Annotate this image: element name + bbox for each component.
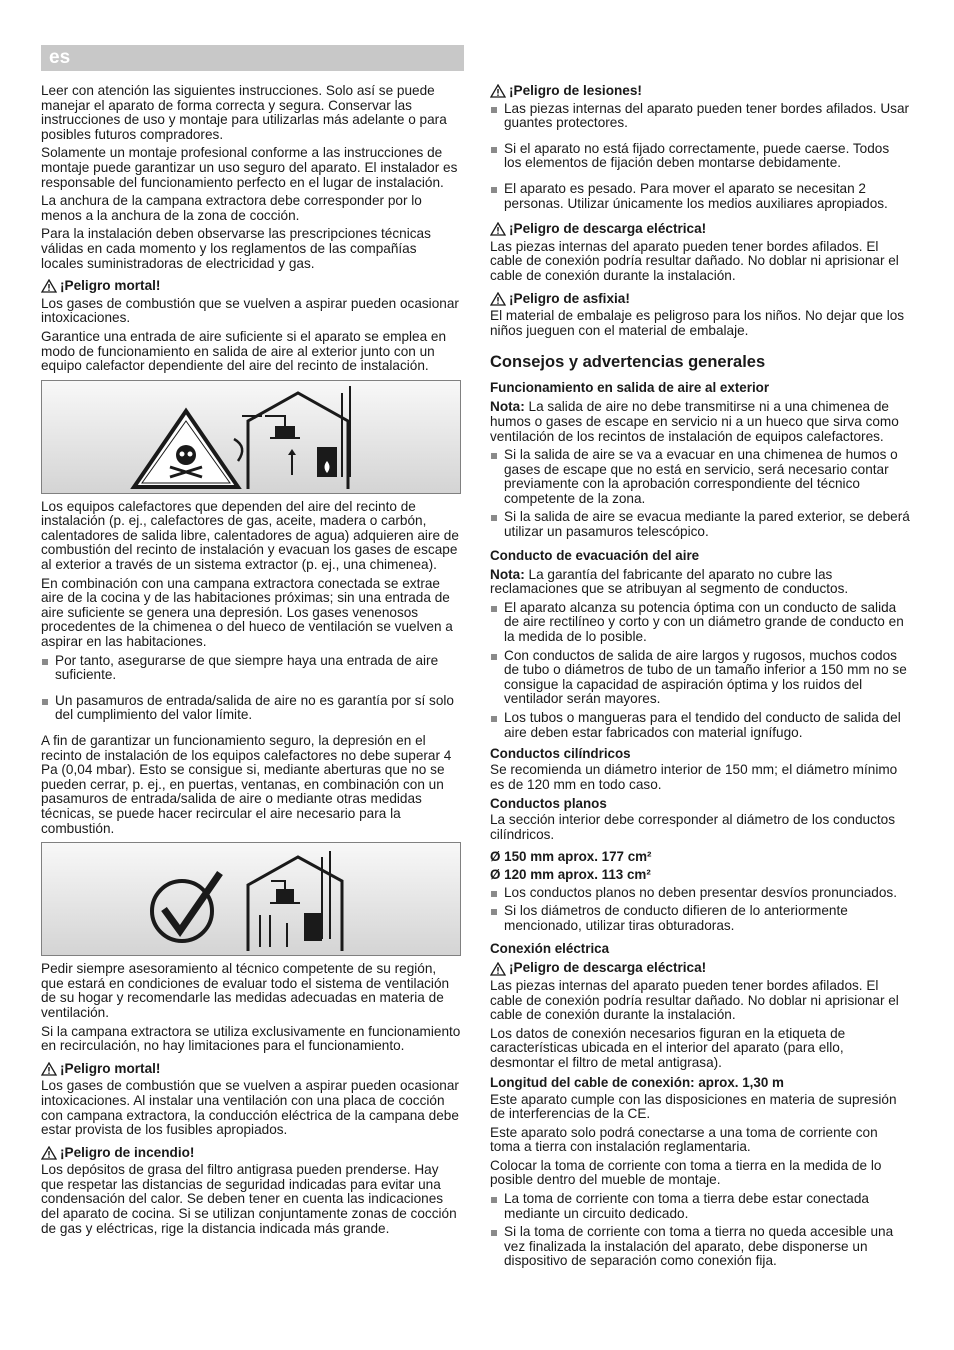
list-item: Los conductos planos no deben presentar desvíos pronunciados. xyxy=(490,886,910,901)
skull-warning-diagram-icon xyxy=(42,381,460,493)
warning-heading xyxy=(41,1062,461,1077)
left-column xyxy=(41,84,461,1240)
warning-title: ¡Peligro de asfixia! xyxy=(509,290,630,306)
warning-title: ¡Peligro de lesiones! xyxy=(509,83,642,98)
warning-triangle-icon xyxy=(41,279,57,293)
warning-text: Garantice una entrada de aire suficiente si el aparato se emplea en modo de funcionamiento en salida de aire al exterior junto con un equipo calefactor dependiente del aire del recinto de instalación. xyxy=(41,328,447,374)
bullet-square-icon xyxy=(491,716,497,722)
body-paragraph: Si la campana extractora se utiliza exclusivamente en funcionamiento en recirculación, no hay limitaciones para el funcionamiento. xyxy=(41,1023,461,1054)
bullet-list xyxy=(490,601,910,740)
warning-heading xyxy=(490,961,910,976)
warning-title: ¡Peligro de descarga eléctrica! xyxy=(509,221,707,237)
warning-heading xyxy=(41,1146,461,1161)
body-paragraph: Este aparato cumple con las disposiciones en materia de supresión de interferencias de la CE. xyxy=(490,1091,897,1122)
body-paragraph: En combinación con una campana extractora conectada se extrae aire de la cocina y de las habitaciones próximas; sin una entrada de aire suficiente se genera una depresión. Los gases venenosos procedentes de la chimenea o del hueco de ventilación se vuelven a aspirar en las habitaciones. xyxy=(41,575,453,650)
list-item: El aparato es pesado. Para mover el aparato se necesitan 2 personas. Utilizar únicamente los medios auxiliares apropiados. xyxy=(490,182,910,211)
warning-text: Los gases de combustión que se vuelven a aspirar pueden ocasionar intoxicaciones. xyxy=(41,295,459,326)
body-paragraph: Este aparato solo podrá conectarse a una toma de corriente con toma a tierra con instalación reglamentaria. xyxy=(490,1124,878,1155)
list-item: Con conductos de salida de aire largos y rugosos, muchos codos de tubo o diámetros de tubo de un tamaño inferior a 150 mm no se consigue la capacidad de aspiración óptima y los ruidos del ventilador serán mayores. xyxy=(490,649,910,707)
body-paragraph: Pedir siempre asesoramiento al técnico competente de su región, que estará en condiciones de evaluar todo el sistema de ventilación de su hogar y recomendarle las medidas adecuadas en materia de ventilación. xyxy=(41,961,450,1020)
list-item: Los tubos o mangueras para el tendido del conducto de salida del aire deben estar fabricados con material ignífugo. xyxy=(490,711,910,740)
warning-text: El material de embalaje es peligroso para los niños. No dejar que los niños jueguen con el material de embalaje. xyxy=(490,308,905,338)
list-item: Si el aparato no está fijado correctamente, puede caerse. Todos los elementos de fijación deben montarse debidamente. xyxy=(490,142,910,171)
list-item: Por tanto, asegurarse de que siempre haya una entrada de aire suficiente. xyxy=(41,654,461,683)
warning-title: ¡Peligro de incendio! xyxy=(60,1144,195,1160)
note-paragraph: Nota: La salida de aire no debe transmitirse ni a una chimenea de humos o gases de escape en servicio ni a un hueco que sirva como ventilación de los recintos de instalación de equipos calefactores. xyxy=(490,399,899,444)
bullet-square-icon xyxy=(491,654,497,660)
right-column xyxy=(490,84,910,1275)
subsection-title: Longitud del cable de conexión: aprox. 1,30 m xyxy=(490,1074,784,1090)
bullet-list xyxy=(490,102,910,212)
list-item: Un pasamuros de entrada/salida de aire no es garantía por sí solo del cumplimiento del valor límite. xyxy=(41,694,461,723)
danger-illustration xyxy=(41,380,461,494)
intro-paragraph: Para la instalación deben observarse las prescripciones técnicas válidas en cada momento y los reglamentos de las compañías locales suministradoras de electricidad y gas. xyxy=(41,226,431,271)
body-paragraph: Colocar la toma de corriente con toma a tierra en la medida de lo posible dentro del mueble de montaje. xyxy=(490,1157,882,1188)
warning-text: Las piezas internas del aparato pueden tener bordes afilados. El cable de conexión podría resultar dañado. No doblar ni aprisionar el cable de conexión durante la instalación. xyxy=(490,977,899,1023)
warning-title: ¡Peligro de descarga eléctrica! xyxy=(509,960,707,976)
note-label: Nota: xyxy=(490,399,525,415)
subsection-title: Conducto de evacuación del aire xyxy=(490,547,700,563)
bullet-square-icon xyxy=(491,909,497,915)
body-paragraph: Los datos de conexión necesarios figuran en la etiqueta de características ubicada en el interior del aparato (para ello, desmontar el filtro de metal antigrasa). xyxy=(490,1025,846,1070)
bullet-square-icon xyxy=(491,1230,497,1236)
language-code: es xyxy=(49,47,71,68)
bullet-square-icon xyxy=(42,659,48,665)
bullet-square-icon xyxy=(491,1197,497,1203)
body-paragraph: A fin de garantizar un funcionamiento seguro, la depresión en el recinto de instalación de los equipos calefactores no debe superar 4 Pa (0,04 mbar). Esto se consigue si, mediante aberturas que no se pueden cerrar, p. ej., en puertas, ventanas, en combinación con un pasamuros de entrada/salida de aire o mediante otras medidas técnicas, se puede hacer recircular el aire necesario para la combustión. xyxy=(41,733,452,836)
language-header-bar xyxy=(41,45,464,71)
note-paragraph: Nota: La garantía del fabricante del aparato no cubre las reclamaciones que se atribuyan al segmento de conductos. xyxy=(490,566,849,597)
body-paragraph: La sección interior debe corresponder al diámetro de los conductos cilíndricos. xyxy=(490,812,896,842)
dimension-line: Ø 150 mm aprox. 177 cm² xyxy=(490,848,652,864)
bullet-square-icon xyxy=(42,699,48,705)
bullet-square-icon xyxy=(491,107,497,113)
warning-text: Las piezas internas del aparato pueden tener bordes afilados. El cable de conexión podría resultar dañado. No doblar ni aprisionar el cable de conexión durante la instalación. xyxy=(490,238,899,283)
bullet-square-icon xyxy=(491,187,497,193)
warning-triangle-icon xyxy=(490,292,506,306)
list-item: La toma de corriente con toma a tierra debe estar conectada mediante un circuito dedicado. xyxy=(490,1192,910,1221)
dimension-line: Ø 120 mm aprox. 113 cm² xyxy=(490,866,651,882)
warning-heading xyxy=(490,222,910,237)
section-title: Consejos y advertencias generales xyxy=(490,353,766,372)
warning-heading xyxy=(490,84,910,99)
list-item: Las piezas internas del aparato pueden tener bordes afilados. Usar guantes protectores. xyxy=(490,102,910,131)
subsection-title: Conexión eléctrica xyxy=(490,941,610,957)
intro-paragraph: Solamente un montaje profesional conforme a las instrucciones de montaje puede garantizar un uso seguro del aparato. El instalador es responsable del funcionamiento perfecto en el lugar de instalación. xyxy=(41,145,458,190)
warning-triangle-icon xyxy=(41,1146,57,1160)
bullet-list xyxy=(490,886,910,934)
subsection-title: Conductos planos xyxy=(490,796,607,812)
list-item: Si la salida de aire se evacua mediante la pared exterior, se deberá utilizar un pasamuros telescópico. xyxy=(490,510,910,539)
body-paragraph: Se recomienda un diámetro interior de 150 mm; el diámetro mínimo es de 120 mm en todo caso. xyxy=(490,762,898,792)
list-item: Si los diámetros de conducto difieren de lo anteriormente mencionado, utilizar tiras obturadoras. xyxy=(490,904,910,933)
warning-heading xyxy=(41,279,461,294)
warning-heading xyxy=(490,292,910,307)
warning-title: ¡Peligro mortal! xyxy=(60,1060,161,1076)
list-item: Si la salida de aire se va a evacuar en una chimenea de humos o gases de escape que no está en servicio, será necesario contar previamente con la aprobación correspondiente del técnico competente de la zona. xyxy=(490,448,910,506)
warning-triangle-icon xyxy=(41,1062,57,1076)
subsection-title: Conductos cilíndricos xyxy=(490,746,631,762)
bullet-list xyxy=(41,654,461,723)
bullet-list xyxy=(490,1192,910,1269)
warning-text: Los depósitos de grasa del filtro antigrasa pueden prenderse. Hay que respetar las distancias de seguridad indicadas para evitar una condensación del calor. Se deben tener en cuenta las indicaciones del aparato de cocina. Si se utilizan conjuntamente zonas de cocción de gas y eléctricas, rige la distancia indicada más grande. xyxy=(41,1162,457,1236)
warning-title: ¡Peligro mortal! xyxy=(60,278,161,294)
bullet-square-icon xyxy=(491,453,497,459)
body-paragraph: Los equipos calefactores que dependen del aire del recinto de instalación (p. ej., calefactores de gas, aceite, madera o carbón, calentadores de salida libre, calentadores de agua) adquieren aire de combustión del recinto de instalación y evacuan los gases de escape al exterior a través de un sistema extractor (p. ej., una chimenea). xyxy=(41,498,459,573)
correct-ventilation-illustration xyxy=(41,842,461,956)
intro-paragraph: Leer con atención las siguientes instrucciones. Solo así se puede manejar el aparato de forma correcta y segura. Conservar las instrucciones de uso y montaje para utilizarlas más adelante o para posibles futuros compradores. xyxy=(41,83,447,142)
list-item: El aparato alcanza su potencia óptima con un conducto de salida de aire rectilíneo y corto y con un diámetro grande de conducto en la medida de lo posible. xyxy=(490,601,910,645)
warning-text: Los gases de combustión que se vuelven a aspirar pueden ocasionar intoxicaciones. Al instalar una ventilación con una placa de cocción con campana extractora, la conducción eléctrica de la campana debe estar provista de los fusibles apropiados. xyxy=(41,1078,459,1138)
subsection-title: Funcionamiento en salida de aire al exterior xyxy=(490,380,770,396)
bullet-square-icon xyxy=(491,891,497,897)
warning-triangle-icon xyxy=(490,222,506,236)
intro-paragraph: La anchura de la campana extractora debe corresponder por lo menos a la anchura de la zona de cocción. xyxy=(41,193,422,223)
bullet-list xyxy=(490,448,910,540)
warning-triangle-icon xyxy=(490,962,506,976)
checkmark-diagram-icon xyxy=(42,843,460,955)
warning-triangle-icon xyxy=(490,84,506,98)
bullet-square-icon xyxy=(491,606,497,612)
list-item: Si la toma de corriente con toma a tierra no queda accesible una vez finalizada la instalación del aparato, debe disponerse un dispositivo de separación como conexión fija. xyxy=(490,1225,910,1269)
bullet-square-icon xyxy=(491,515,497,521)
bullet-square-icon xyxy=(491,147,497,153)
note-label: Nota: xyxy=(490,566,525,582)
